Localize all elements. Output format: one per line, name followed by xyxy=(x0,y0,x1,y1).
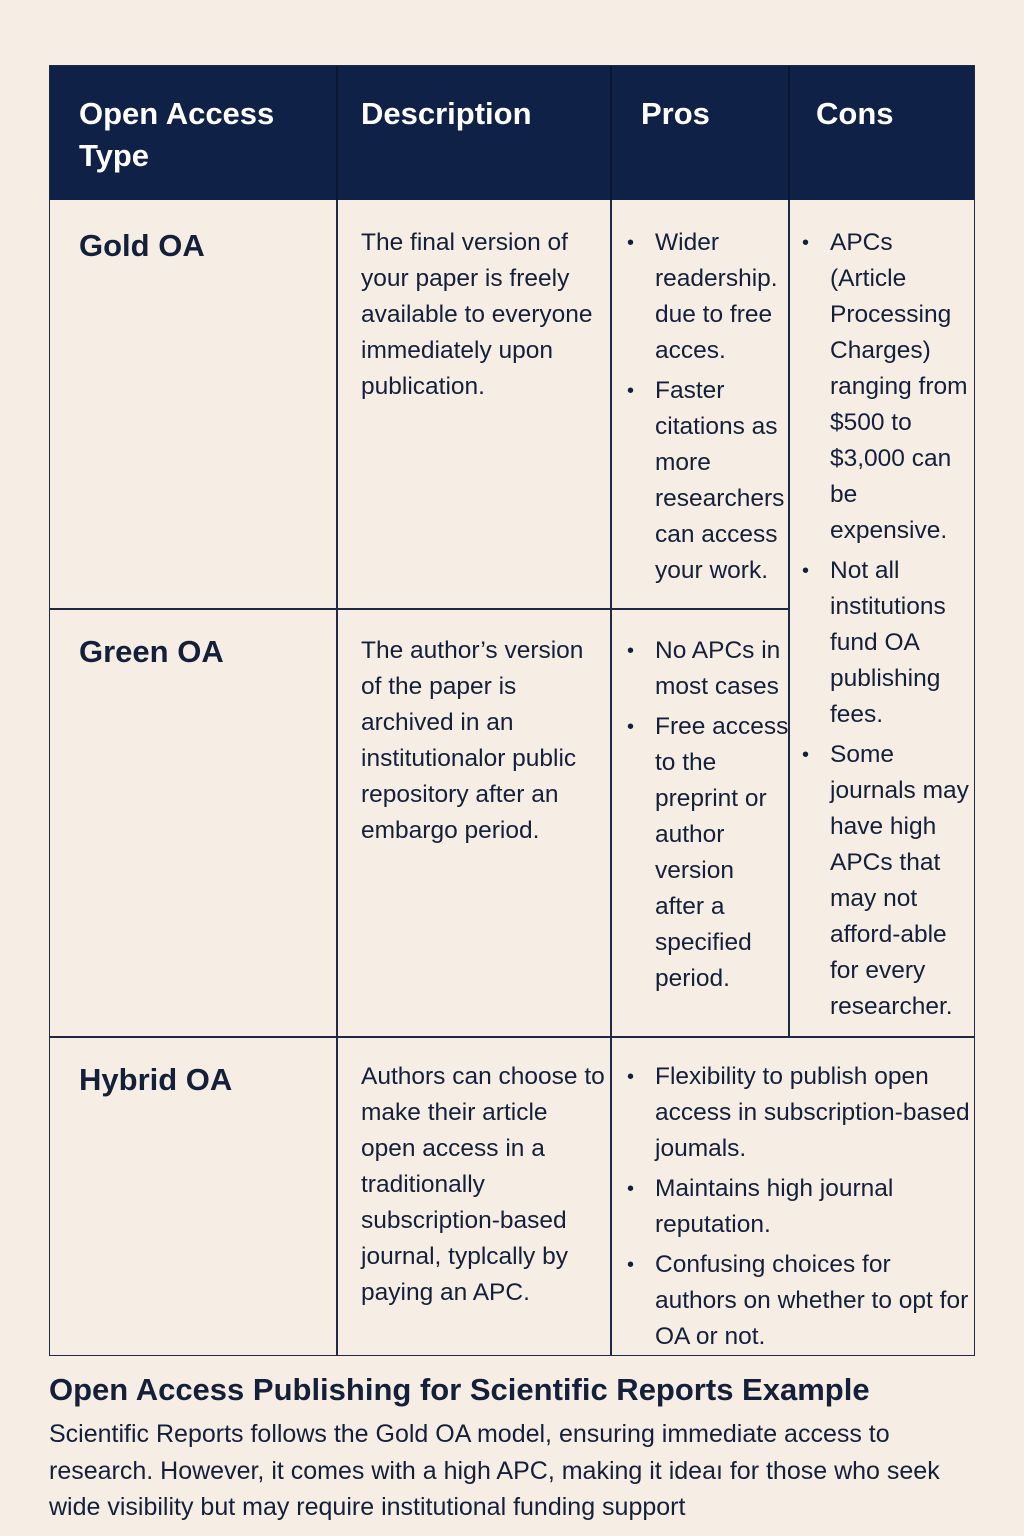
open-access-table xyxy=(49,65,975,1356)
row-description-hybrid-oa: Authors can choose to make their article open access in a traditionally subscription-based journal, typlcally by paying an APC. xyxy=(361,1063,605,1306)
pros-list-hybrid-oa xyxy=(611,1059,973,1359)
row-type-green-oa: Green OA xyxy=(79,634,224,669)
row-type-gold-oa: Gold OA xyxy=(79,228,205,263)
row-type-hybrid-oa: Hybrid OA xyxy=(79,1062,233,1097)
pros-item: • Maintains high journal reputation. xyxy=(611,1171,973,1243)
header-divider xyxy=(336,65,338,200)
cons-item: • Some journals may have high APCs that may not afford-able for every researcher. xyxy=(786,737,974,1025)
cons-item: • Not all institutions fund OA publishing fees. xyxy=(786,553,974,733)
pros-item: • Confusing choices for authors on whether to opt for OA or not. xyxy=(611,1247,973,1355)
section-title: Open Access Publishing for Scientific Reports Example xyxy=(49,1372,870,1407)
pros-item: • Faster citations as more researchers can access your work. xyxy=(611,373,789,589)
pros-item: • No APCs in most cases xyxy=(611,633,789,705)
cons-item: • APCs (Article Processing Charges) ranging from $500 to $3,000 can be expensive. xyxy=(786,225,974,549)
header-cons: Cons xyxy=(816,96,894,131)
row-divider xyxy=(49,1036,975,1038)
section-body: Scientific Reports follows the Gold OA model, ensuring immediate access to research. However, it comes with a high APC, making it ideaı for those who seek wide visibility but may require institutional funding support xyxy=(49,1420,940,1521)
pros-list-gold-oa xyxy=(611,225,789,593)
cons-list xyxy=(786,225,974,1029)
header-description: Description xyxy=(361,96,532,131)
table-header xyxy=(49,65,975,200)
header-divider xyxy=(788,65,790,200)
row-description-gold-oa: The final version of your paper is freely available to everyone immediately upon publication. xyxy=(361,229,593,400)
column-divider xyxy=(336,200,338,1356)
row-description-green-oa: The author’s version of the paper is archived in an institutionalor public repository after an embargo period. xyxy=(361,637,584,844)
row-divider xyxy=(49,608,788,610)
pros-item: • Free access to the preprint or author version after a specified period. xyxy=(611,709,789,997)
header-divider xyxy=(610,65,612,200)
pros-item: • Wider readership. due to free acces. xyxy=(611,225,789,369)
pros-list-green-oa xyxy=(611,633,789,1001)
pros-item: • Flexibility to publish open access in subscription-based joumals. xyxy=(611,1059,973,1167)
header-open-access-type: Open Access Type xyxy=(79,96,275,173)
header-pros: Pros xyxy=(641,96,710,131)
